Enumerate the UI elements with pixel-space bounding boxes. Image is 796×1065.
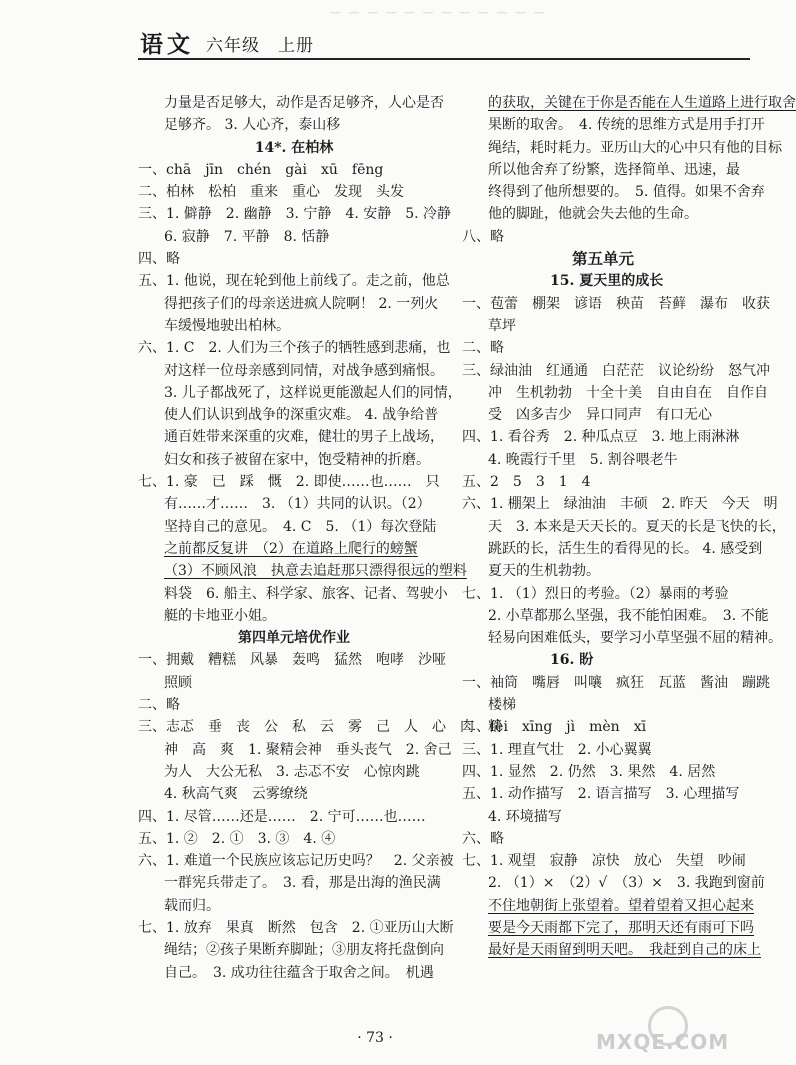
right-answer-line: 所以他舍弃了纷繁，选择简单、迅速，最: [488, 161, 740, 178]
right-answer-line: 四、1. 显然 2. 仍然 3. 果然 4. 居然: [462, 763, 716, 780]
right-answer-line: 4. 环境描写: [488, 808, 562, 825]
right-answer-line: 二、fèi xīng jì mèn xī: [462, 719, 647, 736]
watermark-text: MXQE.COM: [596, 1030, 730, 1054]
left-answer-line: 七、1. 豪 已 踩 慨 2. 即使……也…… 只: [138, 474, 440, 491]
left-answer-line: 有……才…… 3. （1）共同的认识。（2）: [164, 496, 431, 513]
left-answer-line: 一、chā jīn chén gài xū fēng: [138, 161, 384, 178]
right-answer-line: 绳结，耗时耗力。亚历山大的心中只有他的目标: [488, 139, 782, 156]
left-answer-line: 照顾: [164, 674, 192, 691]
left-answer-line: 一、拥戴 糟糕 风暴 轰鸣 猛然 咆哮 沙哑: [138, 652, 446, 669]
left-answer-line: 足够齐。 3. 人心齐，泰山移: [164, 117, 341, 134]
right-answer-line: 最好是天雨留到明天吧。 我赶到自己的床上: [488, 942, 761, 959]
right-answer-line: 夏天的生机勃勃。: [488, 563, 600, 580]
left-answer-line: 四、1. 尽管……还是…… 2. 宁可……也……: [138, 808, 426, 825]
left-answer-line: 神 高 爽 1. 聚精会神 垂头丧气 2. 舍己: [164, 741, 452, 758]
left-answer-line: 三、志忑 垂 丧 公 私 云 雾 己 人 心 肉 精: [138, 719, 502, 736]
left-answer-line: 妇女和孩子被留在家中，饱受精神的折磨。: [164, 451, 430, 468]
left-answer-line: 料袋 6. 船主、科学家、旅客、记者、驾驶小: [164, 585, 448, 602]
page-number: · 73 ·: [357, 1030, 393, 1046]
right-answer-line: 六、1. 棚架上 绿油油 丰硕 2. 昨天 今天 明: [462, 496, 778, 513]
left-answer-line: 六、1. 难道一个民族应该忘记历史吗？ 2. 父亲被: [138, 853, 454, 870]
right-answer-line: 五、1. 动作描写 2. 语言描写 3. 心理描写: [462, 786, 740, 803]
grade-label: 六年级 上册: [206, 36, 314, 56]
right-answer-line: 八、略: [462, 228, 504, 245]
right-answer-line: 轻易向困难低头，要学习小草坚强不屈的精神。: [488, 630, 782, 647]
right-answer-line: 三、1. 理直气壮 2. 小心翼翼: [462, 741, 652, 758]
right-answer-line: 三、绿油油 红通通 白茫茫 议论纷纷 怒气冲: [462, 362, 770, 379]
right-answer-line: 二、略: [462, 340, 504, 357]
left-answer-line: 六、1. C 2. 人们为三个孩子的牺牲感到悲痛，也: [138, 340, 451, 357]
right-answer-line: 五、2 5 3 1 4: [462, 474, 591, 491]
left-answer-line: 二、柏林 松柏 重来 重心 发现 头发: [138, 184, 404, 201]
right-answer-line: 一、袖筒 嘴唇 叫嚷 疯狂 瓦蓝 酱油 蹦跳: [462, 674, 770, 691]
left-answer-line: 三、1. 僻静 2. 幽静 3. 宁静 4. 安静 5. 冷静: [138, 206, 452, 223]
left-answer-line: 得把孩子们的母亲送进疯人院啊！ 2. 一列火: [164, 295, 439, 312]
right-answer-line: 天 3. 本来是天天长的。夏天的长是飞快的长，: [488, 518, 786, 535]
right-answer-line: 跳跃的长，活生生的看得见的长。 4. 感受到: [488, 540, 763, 557]
left-answer-line: 五、1. 他说，现在轮到他上前线了。走之前，他总: [138, 273, 450, 290]
left-answer-line: 4. 秋高气爽 云雾缭绕: [164, 786, 308, 803]
left-answer-line: 二、略: [138, 697, 180, 714]
right-column: [462, 92, 796, 962]
right-answer-line: 15. 夏天里的成长: [550, 273, 664, 290]
right-answer-line: 四、1. 看谷秀 2. 种瓜点豆 3. 地上雨淋淋: [462, 429, 740, 446]
left-answer-line: 使人们认识到战争的深重灾难。 4. 战争给普: [164, 407, 439, 424]
right-answer-line: 七、1. （1）烈日的考验。（2）暴雨的考验: [462, 585, 729, 602]
left-answer-line: 一群宪兵带走了。 3. 看，那是出海的渔民满: [164, 875, 441, 892]
left-answer-line: 绳结；②孩子果断弃脚趾；③朋友将托盘倒向: [164, 942, 444, 959]
left-answer-line: 第四单元培优作业: [238, 630, 350, 647]
right-answer-line: 果断的取舍。 4. 传统的思维方式是用手打开: [488, 117, 765, 134]
right-answer-line: 4. 晚霞行千里 5. 割谷喂老牛: [488, 451, 678, 468]
left-answer-line: 载而归。: [164, 897, 220, 914]
left-answer-line: （3）不顾风浪 执意去追赶那只漂得很远的塑料: [164, 563, 467, 580]
right-answer-line: 要是今天雨都下完了，那明天还有雨可下吗: [488, 919, 754, 936]
left-answer-line: 通百姓带来深重的灾难，健壮的男子上战场，: [164, 429, 444, 446]
subject-title: 语文: [140, 31, 194, 58]
right-answer-line: 七、1. 观望 寂静 凉快 放心 失望 吵闹: [462, 853, 746, 870]
right-answer-line: 不住地朝街上张望着。望着望着又担心起来: [488, 897, 754, 914]
right-answer-line: 草坪: [488, 317, 516, 334]
left-answer-line: 自己。 3. 成功往往蕴含于取舍之间。 机遇: [164, 964, 434, 981]
left-answer-line: 力量是否足够大，动作是否足够齐，人心是否: [164, 95, 444, 111]
right-answer-line: 16. 盼: [550, 652, 594, 669]
right-answer-line: 受 凶多吉少 异口同声 有口无心: [488, 407, 712, 424]
watermark-logo: [590, 1006, 750, 1062]
left-answer-line: 之前都反复讲 （2）在道路上爬行的螃蟹: [164, 540, 418, 557]
header-rule: [138, 58, 750, 60]
page-header: [0, 0, 750, 62]
left-answer-line: 对这样一位母亲感到同情，对战争感到痛恨。: [164, 362, 444, 379]
right-answer-line: 2. 小草都那么坚强，我不能怕困难。 3. 不能: [488, 607, 769, 624]
right-answer-line: 终得到了他所想要的。 5. 值得。如果不舍弃: [488, 184, 765, 201]
left-answer-line: 14*. 在柏林: [254, 139, 334, 156]
left-answer-line: 七、1. 放弃 果真 断然 包含 2. ①亚历山大断: [138, 919, 454, 936]
left-answer-line: 车缓慢地驶出柏林。: [164, 317, 290, 334]
right-answer-line: 他的脚趾，他就会失去他的生命。: [488, 206, 698, 223]
left-answer-line: 6. 寂静 7. 平静 8. 恬静: [164, 228, 330, 245]
header-bleed-through: — — — — — — — — — — — —: [330, 6, 547, 19]
left-answer-line: 艇的卡地亚小姐。: [164, 607, 276, 624]
right-answer-line: 楼梯: [488, 697, 516, 714]
right-answer-line: 一、苞蕾 棚架 谚语 秧苗 苔藓 瀑布 收获: [462, 295, 770, 312]
left-answer-line: 四、略: [138, 251, 180, 268]
right-answer-line: 的获取，关键在于你是否能在人生道路上进行取舍: [488, 95, 796, 111]
left-answer-line: 为人 大公无私 3. 忐忑不安 心惊肉跳: [164, 763, 420, 780]
left-answer-line: 五、1. ② 2. ① 3. ③ 4. ④: [138, 830, 336, 847]
right-answer-line: 六、略: [462, 830, 504, 847]
left-answer-line: 3. 儿子都战死了，这样说更能激起人们的同情，: [164, 384, 462, 401]
right-answer-line: 冲 生机勃勃 十全十美 自由自在 自作自: [488, 384, 768, 401]
right-answer-line: 第五单元: [572, 249, 635, 269]
left-answer-line: 坚持自己的意见。 4. C 5. （1）每次登陆: [164, 518, 437, 535]
right-answer-line: 2. （1）× （2）√ （3）× 3. 我跑到窗前: [488, 875, 765, 892]
